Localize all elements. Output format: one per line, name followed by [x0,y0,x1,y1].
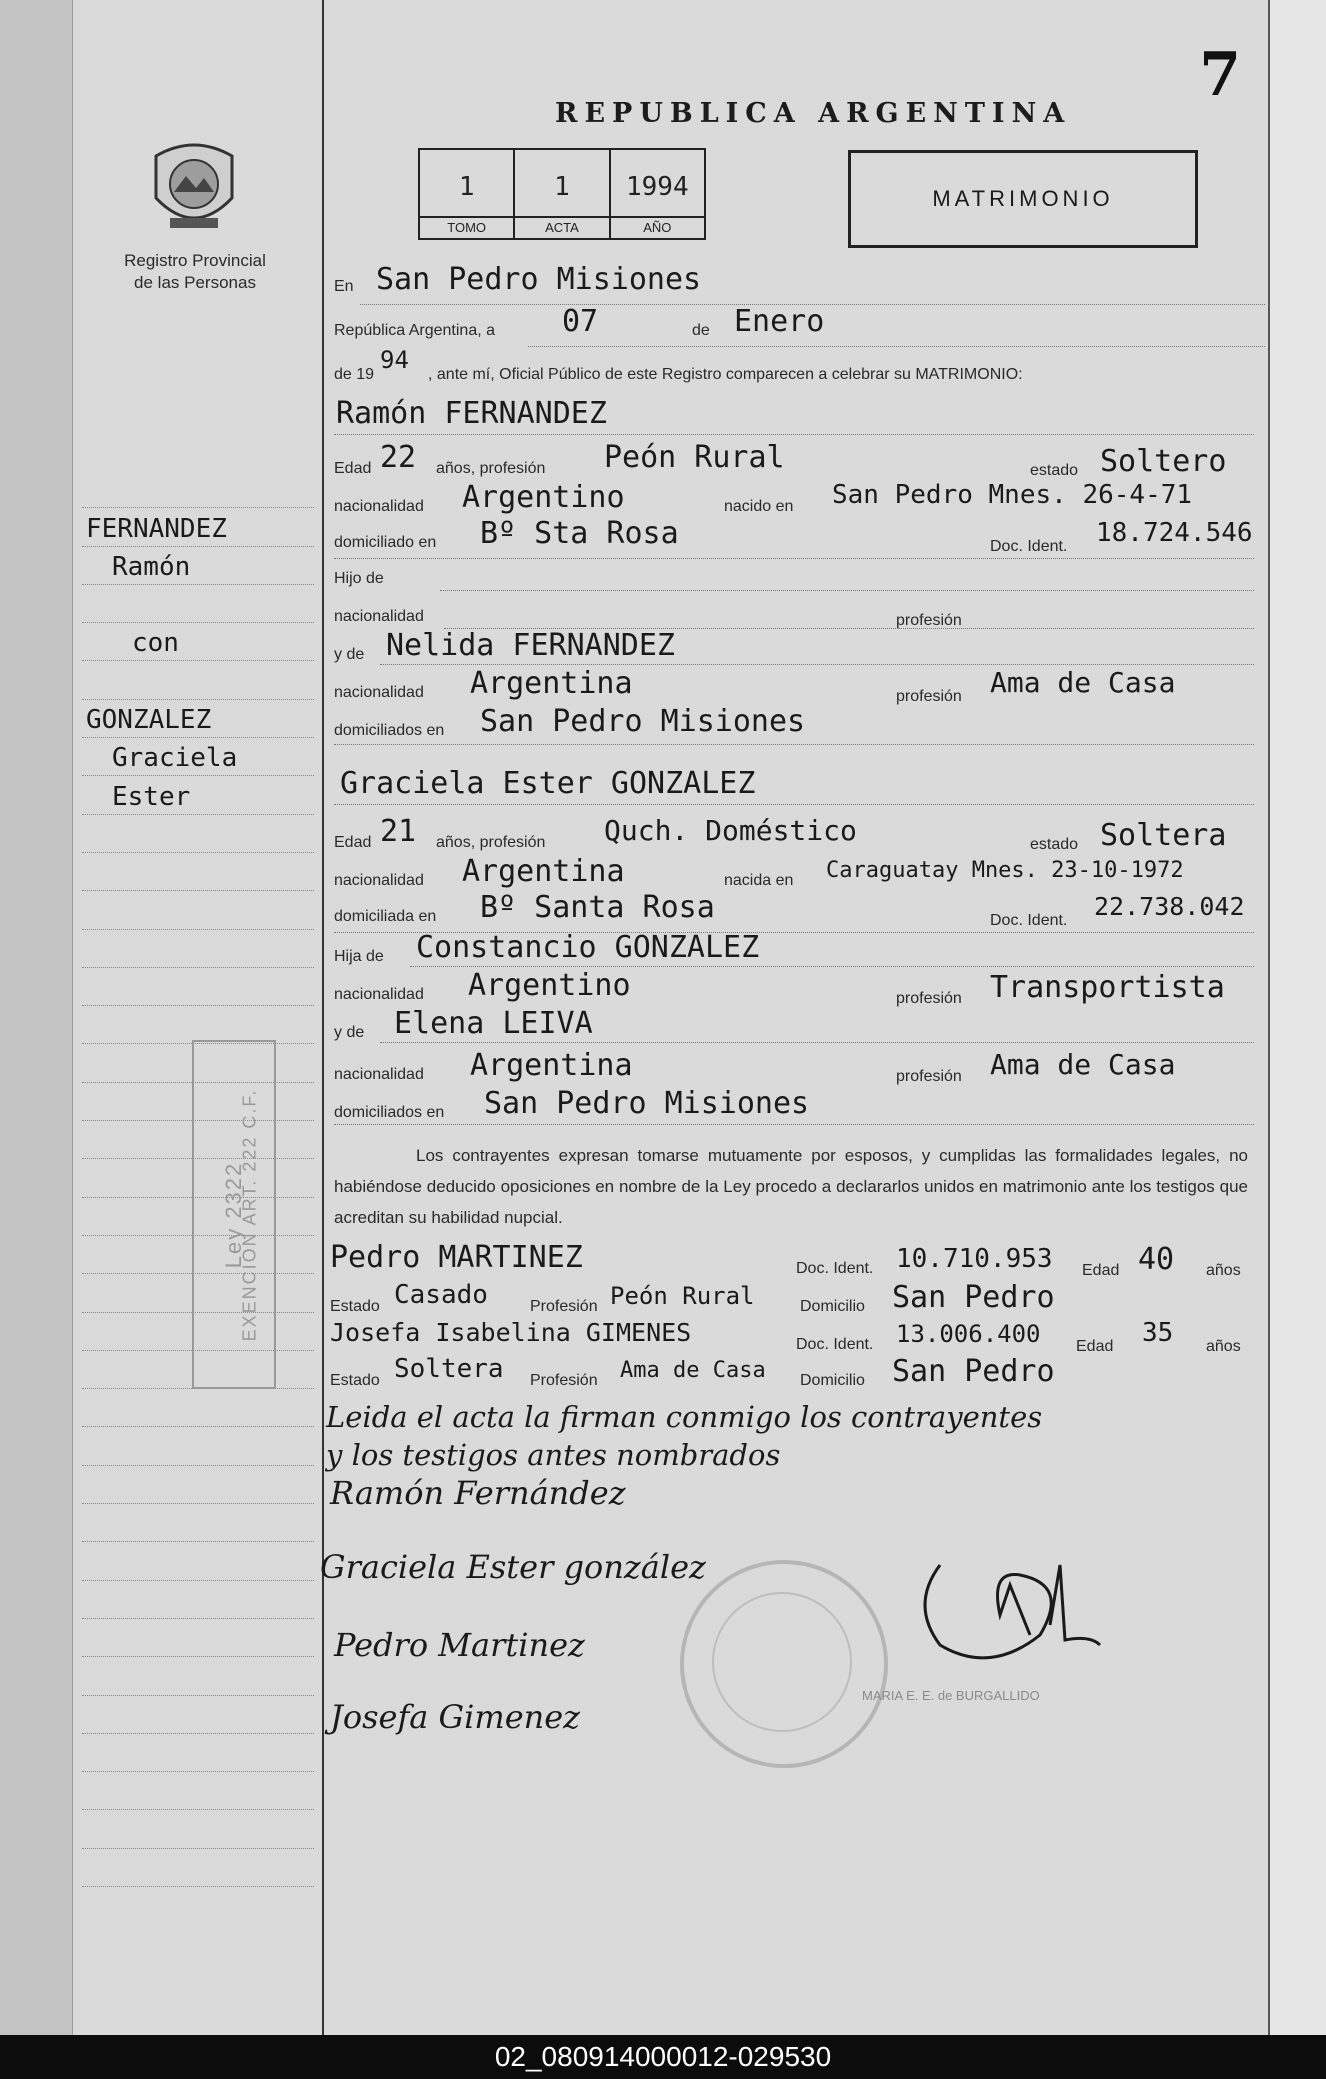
en-label: En [334,278,354,295]
margin-line [82,1810,314,1848]
closing-line-1: Leida el acta la firman conmigo los contrayentes [326,1400,1043,1434]
witness1-doc-label: Doc. Ident. [796,1260,874,1277]
margin-surname-groom: FERNANDEZ [86,513,227,544]
witness2-address: San Pedro [892,1354,1055,1389]
margin-line [82,968,314,1006]
groom-doc: 18.724.546 [1096,518,1253,548]
bride-address: Bº Santa Rosa [480,890,715,925]
witness1-profession: Peón Rural [610,1282,755,1310]
margin-line [82,853,314,891]
groom-mother-nationality: Argentina [470,666,633,701]
bride-mother: Elena LEIVA [394,1006,593,1041]
groom-name-line [334,434,1254,435]
margin-con: con [132,628,179,659]
groom-parents-addr-label: domiciliados en [334,722,445,739]
groom-parents-address: San Pedro Misiones [480,704,806,739]
margin-line [82,815,314,853]
groom-profession: Peón Rural [604,440,785,475]
page-number: 7 [1199,40,1241,110]
witness2-addr-label: Domicilio [800,1372,865,1389]
acta-value: 1 [554,172,570,202]
groom-mother-line [380,664,1254,665]
rubber-stamp-inner [712,1592,852,1732]
witness1-address: San Pedro [892,1280,1055,1315]
margin-line [82,508,314,546]
groom-address: Bº Sta Rosa [480,516,679,551]
groom-father-prof-label: profesión [896,612,962,629]
year-value: 1994 [626,172,689,202]
groom-doc-label: Doc. Ident. [990,538,1068,555]
bride-born-label: nacida en [724,872,794,889]
margin-line [82,1006,314,1044]
bride-mother-prof-label: profesión [896,1068,962,1085]
bride-prof-label: años, profesión [436,834,546,851]
margin-middle-bride: Ester [112,781,191,812]
official-signature-icon [900,1545,1110,1675]
witness1-status: Casado [394,1280,488,1310]
margin-line [82,547,314,585]
day-value: 07 [562,304,599,339]
margin-line [82,623,314,661]
bride-father-nat-label: nacionalidad [334,986,424,1003]
month-value: Enero [734,304,825,339]
year-cell [611,150,704,238]
act-id-box [418,148,706,240]
groom-nationality: Argentino [462,480,625,515]
bride-mother-line [380,1042,1254,1043]
margin-line [82,776,314,814]
margin-line [82,1849,314,1887]
de-label: de [692,322,710,339]
witness1-status-label: Estado [330,1298,380,1315]
groom-birthplace: San Pedro Mnes. 26-4-71 [832,480,1193,510]
bride-profession: Quch. Doméstico [604,814,857,847]
margin-line [82,661,314,699]
witness2-age: 35 [1142,1318,1174,1348]
bride-father-profession: Transportista [990,970,1225,1005]
bride-age: 21 [380,814,417,849]
groom-mother-nat-label: nacionalidad [334,684,424,701]
witness2-prof-label: Profesión [530,1372,598,1389]
witness1-years-label: años [1206,1262,1241,1279]
margin-line [82,1734,314,1772]
witness2-name: Josefa Isabelina GIMENES [330,1318,692,1347]
groom-parents-line [334,744,1254,745]
margin-line [82,891,314,929]
bride-mother-profession: Ama de Casa [990,1048,1176,1081]
registry-line-1: Registro Provincial [124,251,266,270]
stamp-law: Ley 2322 [221,1161,246,1268]
groom-name: Ramón FERNANDEZ [336,396,607,431]
witness2-age-label: Edad [1076,1338,1114,1355]
groom-father-label: Hijo de [334,570,384,587]
place-value: San Pedro Misiones [376,262,702,297]
groom-mother-profession: Ama de Casa [990,666,1176,699]
groom-nat-label: nacionalidad [334,498,424,515]
margin-rule [322,0,324,2035]
groom-father-nat-label: nacionalidad [334,608,424,625]
acta-label: ACTA [515,216,608,238]
groom-born-label: nacido en [724,498,794,515]
witness2-signature: Josefa Gimenez [330,1698,581,1736]
stamp-exemption: EXENCION ART. 222 C.F. [239,1088,260,1341]
acta-cell [515,150,610,238]
witness1-age-label: Edad [1082,1262,1120,1279]
bride-name: Graciela Ester GONZALEZ [340,766,756,801]
groom-age: 22 [380,440,417,475]
margin-line [82,1772,314,1810]
bride-name-line [334,804,1254,805]
margin-line [82,930,314,968]
margin-given-groom: Ramón [112,551,191,582]
groom-signature: Ramón Fernández [330,1474,626,1512]
margin-line [82,1696,314,1734]
bride-addr-label: domiciliada en [334,908,437,925]
witness1-doc: 10.710.953 [896,1244,1053,1274]
year-suffix-value: 94 [380,346,409,374]
witness1-prof-label: Profesión [530,1298,598,1315]
margin-line [82,1581,314,1619]
bride-doc-label: Doc. Ident. [990,912,1068,929]
registry-line-2: de las Personas [134,273,256,292]
margin-line [82,1619,314,1657]
registry-name [100,250,290,294]
bride-nationality: Argentina [462,854,625,889]
witness2-years-label: años [1206,1338,1241,1355]
bride-father-prof-label: profesión [896,990,962,1007]
bride-parents-address: San Pedro Misiones [484,1086,810,1121]
margin-line [82,1504,314,1542]
groom-status: Soltero [1100,444,1227,479]
date-line [528,346,1265,347]
witness2-profession: Ama de Casa [620,1358,766,1383]
tomo-label: TOMO [420,216,513,238]
country-title: REPUBLICA ARGENTINA [555,98,1072,129]
bride-birthplace: Caraguatay Mnes. 23-10-1972 [826,858,1184,883]
margin-line [82,1466,314,1504]
margin-line [82,1389,314,1427]
bride-father-line [410,966,1254,967]
bride-edad-label: Edad [334,834,372,851]
margin-line [82,738,314,776]
margin-line [82,1542,314,1580]
official-stamp-text: MARIA E. E. de BURGALLIDO [862,1688,1040,1703]
groom-edad-label: Edad [334,460,372,477]
bride-parents-addr-label: domiciliados en [334,1104,445,1121]
margin-line [82,585,314,623]
closing-line-2: y los testigos antes nombrados [326,1438,781,1472]
bride-doc: 22.738.042 [1094,892,1245,921]
tomo-cell [420,150,515,238]
bride-estado-label: estado [1030,836,1079,853]
margin-given-bride: Graciela [112,743,238,774]
groom-mother-label: y de [334,646,365,663]
groom-mother-prof-label: profesión [896,688,962,705]
witness1-age: 40 [1138,1242,1175,1277]
witness2-status: Soltera [394,1354,504,1384]
page-edge [1268,0,1326,2035]
intro-text: , ante mí, Oficial Público de este Registro comparecen a celebrar su MATRIMONIO: [428,366,1023,383]
margin-line [82,1657,314,1695]
margin-line [82,700,314,738]
bride-mother-nationality: Argentina [470,1048,633,1083]
witness2-status-label: Estado [330,1372,380,1389]
groom-estado-label: estado [1030,462,1079,479]
margin-line [82,1427,314,1465]
tomo-value: 1 [458,172,475,202]
republic-label: República Argentina, a [334,322,495,339]
groom-prof-label: años, profesión [436,460,546,477]
binding-strip [0,0,73,2035]
groom-addr-line [334,558,1254,559]
witness1-signature: Pedro Martinez [334,1626,585,1664]
bride-signature: Graciela Ester gonzález [320,1548,706,1586]
exemption-stamp [192,1040,276,1389]
witness1-name: Pedro MARTINEZ [330,1240,583,1275]
year-label: AÑO [611,216,704,238]
witness2-doc: 13.006.400 [896,1320,1041,1348]
groom-addr-label: domiciliado en [334,534,437,551]
act-type-box: MATRIMONIO [848,150,1198,248]
bride-nat-label: nacionalidad [334,872,424,889]
witness2-doc-label: Doc. Ident. [796,1336,874,1353]
bride-parents-line [334,1124,1254,1125]
bride-status: Soltera [1100,818,1227,853]
margin-surname-bride: GONZALEZ [86,705,212,736]
groom-father-line [440,590,1254,591]
declaration-text: Los contrayentes expresan tomarse mutuamente por esposos, y cumplidas las formalidades legales, no habiéndose deducido oposiciones en nombre de la Ley procedo a declararlos unidos en matrimonio ante los testigos que acreditan su habilidad nupcial. [334,1146,1248,1227]
bride-father-label: Hija de [334,948,384,965]
groom-mother: Nelida FERNANDEZ [386,628,675,663]
footer-id: 02_080914000012-029530 [0,2035,1326,2079]
bride-father-nationality: Argentino [468,968,631,1003]
witness1-addr-label: Domicilio [800,1298,865,1315]
year-prefix: de 19 [334,366,375,383]
bride-father: Constancio GONZALEZ [416,930,760,965]
bride-mother-label: y de [334,1024,365,1041]
margin-line [82,470,314,508]
provincial-seal-icon [146,138,242,240]
bride-mother-nat-label: nacionalidad [334,1066,424,1083]
